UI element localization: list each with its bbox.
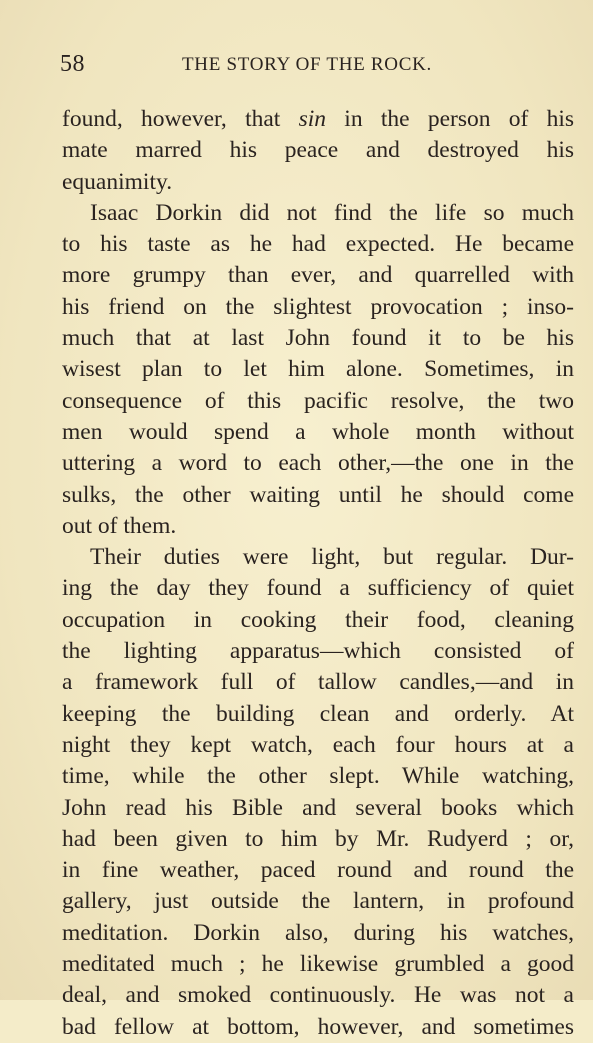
text-line-4: Isaac Dorkin did not find the life so much (90, 199, 574, 226)
text-line-27: meditation. Dorkin also, during his watches, (62, 919, 574, 946)
text-line-1-after: in the person of his (326, 106, 574, 132)
text-line-8: much that at last John found it to be his (62, 325, 574, 352)
text-line-30: bad fellow at bottom, however, and sometimes (62, 1013, 574, 1040)
text-line-10: consequence of this pacific resolve, the two (62, 387, 574, 414)
text-line-23: John read his Bible and several books which (62, 794, 574, 821)
text-line-29: deal, and smoked continuously. He was not a (62, 982, 574, 1009)
text-line-26: gallery, just outside the lantern, in profound (62, 888, 574, 915)
text-line-12: uttering a word to each other,—the one in the (62, 450, 574, 477)
text-line-13: sulks, the other waiting until he should come (62, 481, 574, 508)
text-line-19: a framework full of tallow candles,—and in (62, 669, 574, 696)
body-text (62, 104, 574, 1043)
text-line-14: out of them. (62, 512, 177, 539)
text-line-2: mate marred his peace and destroyed his (62, 137, 574, 164)
page-header (60, 48, 571, 78)
text-line-28: meditated much ; he likewise grumbled a good (62, 951, 574, 978)
text-line-15: Their duties were light, but regular. Dur- (90, 544, 574, 571)
text-line-21: night they kept watch, each four hours at a (62, 731, 574, 758)
text-line-5: to his taste as he had expected. He became (62, 231, 574, 258)
text-line-25: in fine weather, paced round and round the (62, 857, 574, 884)
text-line-20: keeping the building clean and orderly. At (62, 700, 574, 727)
text-line-22: time, while the other slept. While watching, (62, 763, 574, 790)
page-number: 58 (60, 51, 85, 77)
text-line-1 (62, 104, 574, 135)
text-line-11: men would spend a whole month without (62, 418, 574, 445)
text-line-3: equanimity. (62, 168, 173, 195)
text-line-7: his friend on the slightest provocation ; inso- (62, 293, 574, 320)
text-line-9: wisest plan to let him alone. Sometimes, in (62, 356, 574, 383)
text-line-24: had been given to him by Mr. Rudyerd ; or, (62, 825, 574, 852)
text-line-6: more grumpy than ever, and quarrelled with (62, 262, 574, 289)
emphasis-sin: sin (298, 106, 327, 132)
running-title: THE STORY OF THE ROCK. (182, 54, 432, 75)
text-line-17: occupation in cooking their food, cleaning (62, 606, 574, 633)
text-line-1-before: found, however, that (62, 106, 299, 132)
text-line-16: ing the day they found a sufficiency of quiet (62, 575, 574, 602)
text-line-18: the lighting apparatus—which consisted of (62, 638, 574, 665)
